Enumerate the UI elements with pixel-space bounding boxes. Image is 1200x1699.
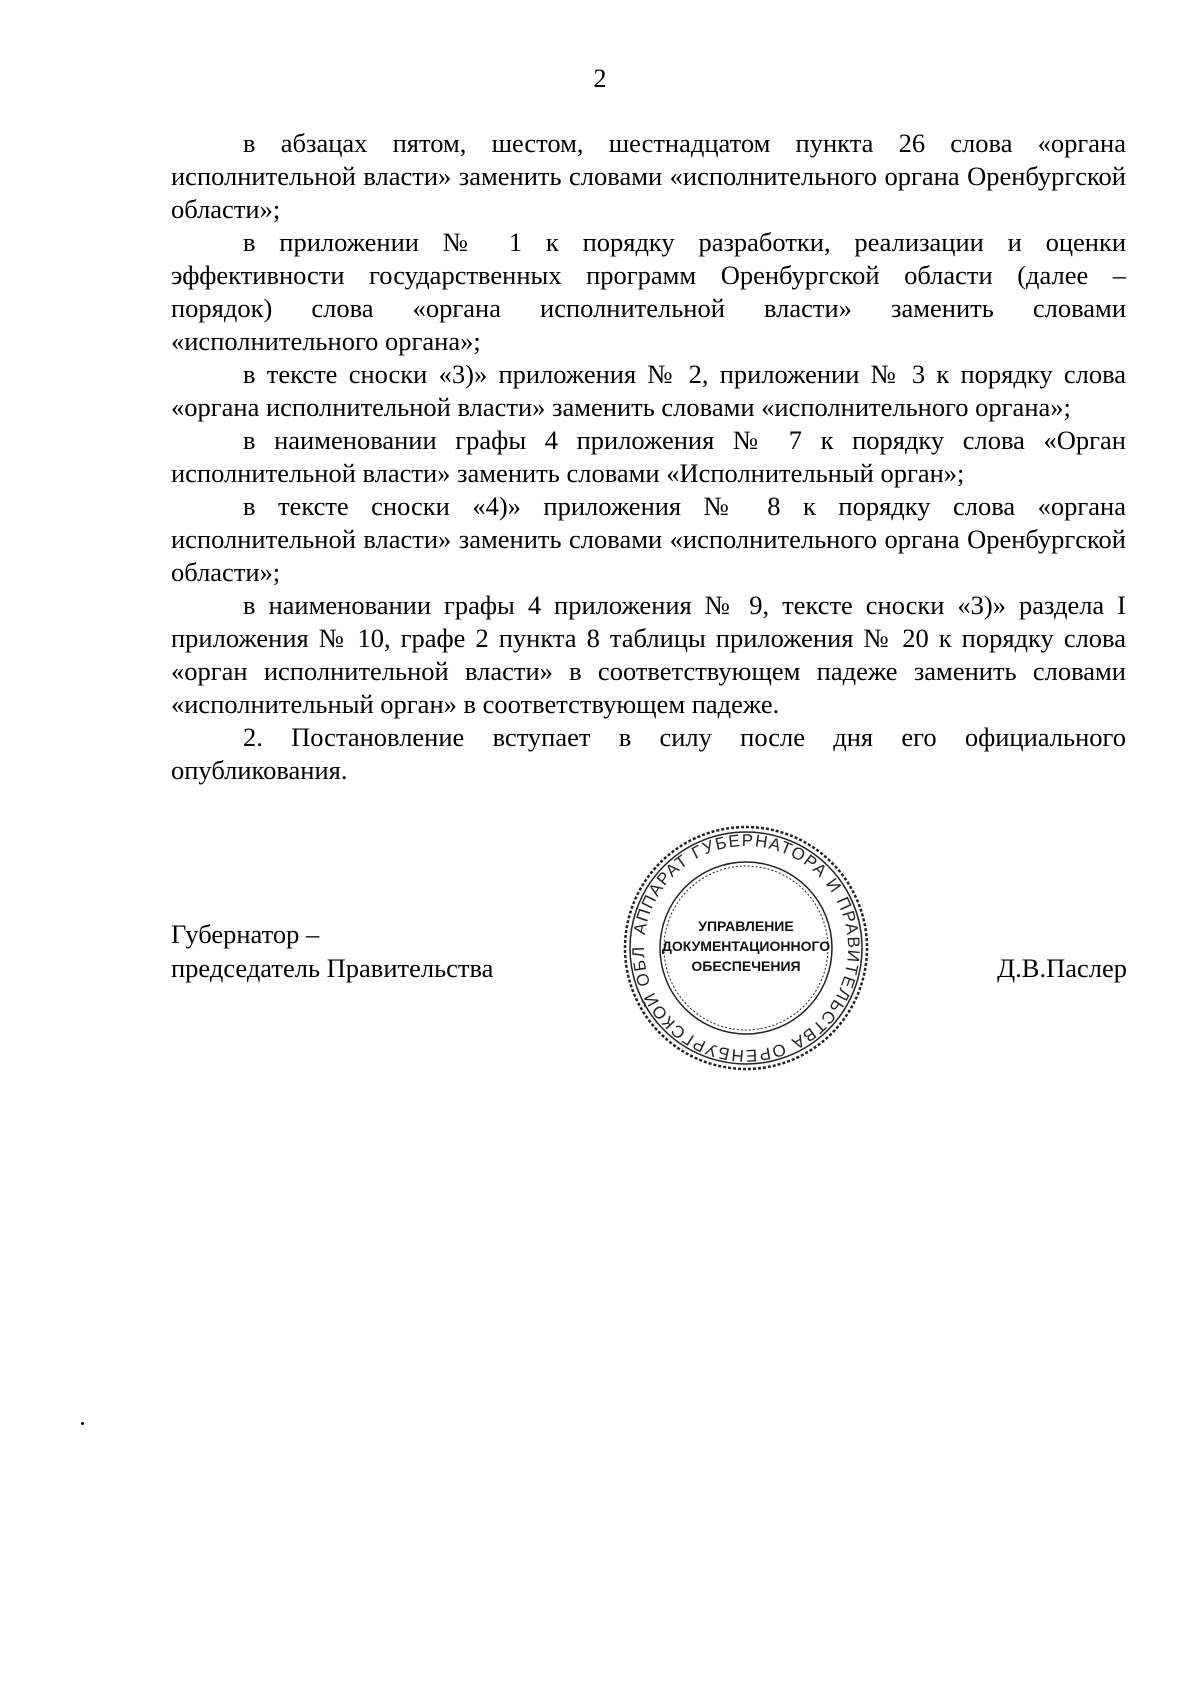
official-seal (622, 824, 870, 1072)
paragraph: в тексте сноски «3)» приложения № 2, приложении № 3 к порядку слова «органа исполнительной власти» заменить словами «исполнительного органа»; (171, 359, 1126, 422)
document-body (171, 127, 1126, 787)
paragraph: в абзацах пятом, шестом, шестнадцатом пункта 26 слова «органа исполнительной власти» заменить словами «исполнительного органа Оренбургской области»; (171, 128, 1126, 224)
seal-center-line: ДОКУМЕНТАЦИОННОГО (661, 938, 831, 954)
scan-dot (81, 1422, 84, 1425)
signatory-title-line: председатель Правительства (171, 953, 494, 983)
paragraph: 2. Постановление вступает в силу после дня его официального опубликования. (171, 722, 1126, 785)
paragraph: в тексте сноски «4)» приложения № 8 к порядку слова «органа исполнительной власти» заменить словами «исполнительного органа Оренбургской области»; (171, 491, 1126, 587)
seal-center-line: УПРАВЛЕНИЕ (698, 918, 794, 934)
seal-outer-text: АППАРАТ ГУБЕРНАТОРА И ПРАВИТЕЛЬСТВА ОРЕНБУРГСКОЙ ОБЛ (628, 830, 864, 1066)
page-number: 2 (593, 64, 607, 93)
paragraph: в приложении № 1 к порядку разработки, реализации и оценки эффективности государственных программ Оренбургской области (далее – порядок) слова «органа исполнительной власти» заменить словами «исполнительного органа»; (171, 227, 1126, 356)
signatory-title (171, 917, 493, 985)
paragraph: в наименовании графы 4 приложения № 7 к порядку слова «Орган исполнительной власти» заменить словами «Исполнительный орган»; (171, 425, 1126, 488)
seal-center-text (622, 916, 870, 976)
seal-center-line: ОБЕСПЕЧЕНИЯ (691, 958, 801, 974)
signatory-name: Д.В.Паслер (997, 953, 1127, 983)
signatory-title-line: Губернатор – (171, 919, 320, 949)
paragraph: в наименовании графы 4 приложения № 9, тексте сноски «3)» раздела I приложения № 10, графе 2 пункта 8 таблицы приложения № 20 к порядку слова «орган исполнительной власти» в соответствующем падеже заменить словами «исполнительный орган» в соответствующем падеже. (171, 590, 1126, 719)
